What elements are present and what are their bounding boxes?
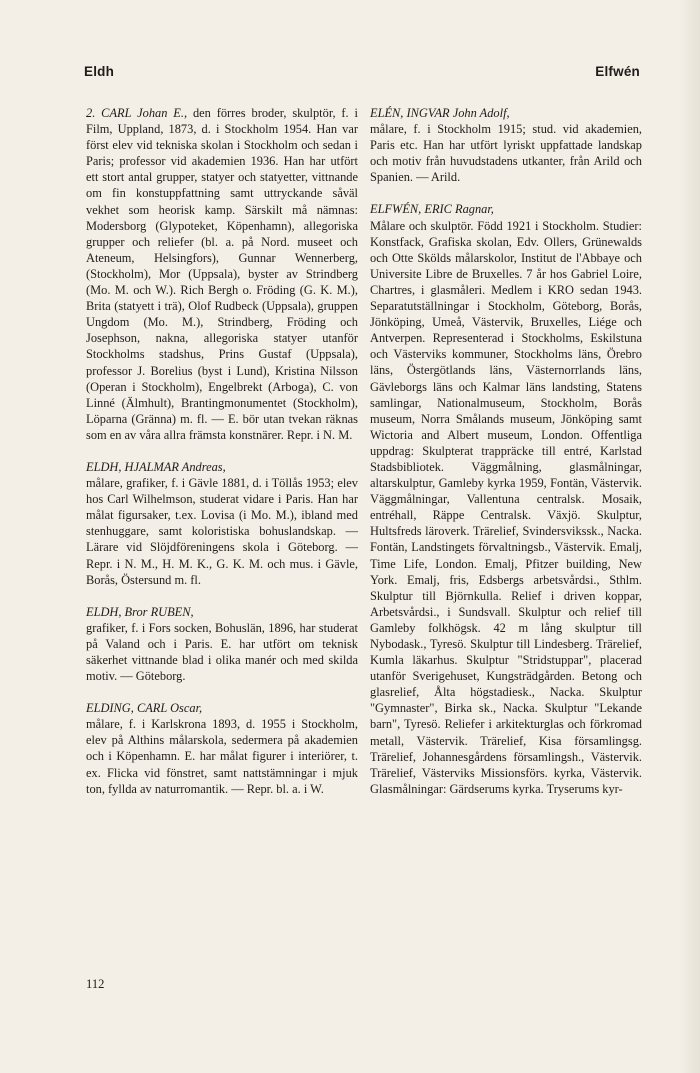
entry-name: ELÉN, INGVAR John Adolf, bbox=[370, 106, 510, 120]
entry-name: 2. CARL Johan E., bbox=[86, 106, 188, 120]
entry-eric-elfwen bbox=[370, 201, 642, 796]
entry-name: ELDH, Bror RUBEN, bbox=[86, 604, 194, 619]
left-column bbox=[86, 105, 358, 813]
entry-text: målare, f. i Stockholm 1915; stud. vid akademien, Paris etc. Han har utfört lyriskt uppfattade landskap och motiv från huvudstadens utkanter, från Arild och Spanien. — Arild. bbox=[370, 122, 642, 185]
entry-text: målare, grafiker, f. i Gävle 1881, d. i Töllås 1953; elev hos Carl Wilhelmson, studerat vidare i Paris. Han har målat figursaker, t.ex. Lovisa (i Mo. M.), ibland med stenhuggare, samt koloristiska bohuslandskap. — Lärare vid Slöjdföreningens skola i Göteborg. — Repr. i N. M., H. M. K., G. K. M. och mus. i Gävle, Borås, Östersund m. fl. bbox=[86, 476, 358, 587]
entry-text: den förres broder, skulptör, f. i Film, Uppland, 1873, d. i Stockholm 1954. Han var först elev vid tekniska skolan i Stockholm och sedan i Paris; professor vid akademien 1936. Han har utfört ett stort antal grupper, statyer och statyetter, vittnande om fin konstuppfattning samt uttryckande såväl vekhet som heorisk kamp. Särskilt må nämnas: Modersborg (Glypoteket, Köpenhamn), allegoriska grupper och reliefer (bl. a. på Nord. museet och Ateneum, Helsingfors), Gunnar Wennerberg, (Stockholm), Mor (Uppsala), byster av Strindberg (Mo. M. och W.). Rich Bergh o. Fröding (G. K. M.), Brita (statyett i trä), Olof Rudbeck (Uppsala), gruppen Ungdom (Mo. M.), Strindberg, Fröding och Josephson, nakna, allegoriska statyer utanför Stockholms stadshus, Prins Gustaf (Uppsala), professor J. Borelius (byst i Lund), Kristina Nilsson (Operan i Stockholm), Engelbrekt (Arboga), C. von Linné (Älmhult), Brantingmonumentet (Stockholm), Löparna (Gränna) m. fl. — E. bör utan tvekan räknas som en av våra allra främsta konstnärer. Repr. i N. M. bbox=[86, 106, 358, 442]
entry-text: grafiker, f. i Fors socken, Bohuslän, 1896, har studerat på Valand och i Paris. E. har utfört om teknisk säkerhet vittnande blad i olika manér och med skilda motiv. — Göteborg. bbox=[86, 620, 358, 684]
page-edge-shadow bbox=[680, 0, 700, 1073]
entry-hjalmar-eldh bbox=[86, 459, 358, 588]
page-number: 112 bbox=[86, 977, 105, 991]
entry-name: ELFWÉN, ERIC Ragnar, bbox=[370, 202, 494, 217]
entry-name: ELDING, CARL Oscar, bbox=[86, 701, 203, 716]
entry-text: målare, f. i Karlskrona 1893, d. 1955 i Stockholm, elev på Althins målarskola, sedermera på akademien och i Köpenhamn. E. har målat figurer i interiörer, t. ex. Flicka vid fönstret, samt nattstämningar i mjuk ton, fyllda av naturromantik. — Repr. bl. a. i W. bbox=[86, 717, 358, 796]
entry-carl-johan-eldh bbox=[86, 105, 358, 443]
right-column bbox=[370, 105, 642, 813]
running-head-right: Elfwén bbox=[595, 64, 640, 79]
entry-text: Målare och skulptör. Född 1921 i Stockholm. Studier: Konstfack, Grafiska skolan, Edv. Ollers, Grünewalds och Otte Skölds målarskolor, Institut de l'Abbaye och Universite Libre de Bruxelles. 7 år hos Gabriel Loire, Chartres, i glasmåleri. Medlem i KRO sedan 1943. Separatutställningar i Stockholm, Göteborg, Borås, Jönköping, Umeå, Västervik, Bruxelles, Liége och Antverpen. Representerad i Stockholms, Eskilstuna och Västerviks kommuner, Stockholms läns, Örebro läns, Östergötlands läns, Västernorrlands läns, Gävleborgs läns och Kalmar läns landsting, Statens samlingar, Nationalmuseum, Stockholm, Borås museum, Norra Smålands museum, Jönköping samt Wictoria and Albert museum, London. Offentliga uppdrag: Skulpterat trappräcke till entré, Karlstad Stadsbibliotek. Väggmålning, glasmålningar, altarskulptur, Gamleby kyrka 1959, Fontän, Västervik. Väggmålningar, Vallentuna centralsk. Mosaik, entréhall, Räppe Centralsk. Växjö. Skulptur, Hultsfreds läroverk. Trärelief, Svindersvikssk., Nacka. Fontän, Landstingets förvaltningsb., Västervik. Emalj, Time Life, London. Emalj, Pfitzer building, New York. Emalj, fris, Edsbergs arbetsvårdsi., Sthlm. Skulptur till Björnkulla. Relief i driven koppar, Arbetsvårdsi., i Sundsvall. Skulptur och relief till Gamleby folkhögsk. 42 m lång skulptur till Nybodask., Tyresö. Skulptur till Lindesberg. Trärelief, Kumla läkarhus. Skulptur "Stridstuppar", placerad utanför Sverigehuset, Kungsträdgården. Betong och glasrelief, Ålta högstadiesk., Nacka. Skulptur "Gymnaster", Birka sk., Nacka. Skulptur "Lekande barn", Tyresö. Reliefer i arkitekturglas och förkromad metall, Västervik. Trärelief, Kisa församlingsg. Trärelief, Johannesgårdens församlingsh., Västervik. Trärelief, Västerviks Missionsförs. kyrka, Västervik. Glasmålningar: Gärdserums kyrka. Tryserums kyr- bbox=[370, 218, 642, 796]
entry-ingvar-elen bbox=[370, 105, 642, 185]
running-head-left: Eldh bbox=[84, 64, 115, 79]
entry-ruben-eldh bbox=[86, 604, 358, 684]
entry-carl-elding bbox=[86, 700, 358, 797]
entry-name: ELDH, HJALMAR Andreas, bbox=[86, 459, 226, 474]
